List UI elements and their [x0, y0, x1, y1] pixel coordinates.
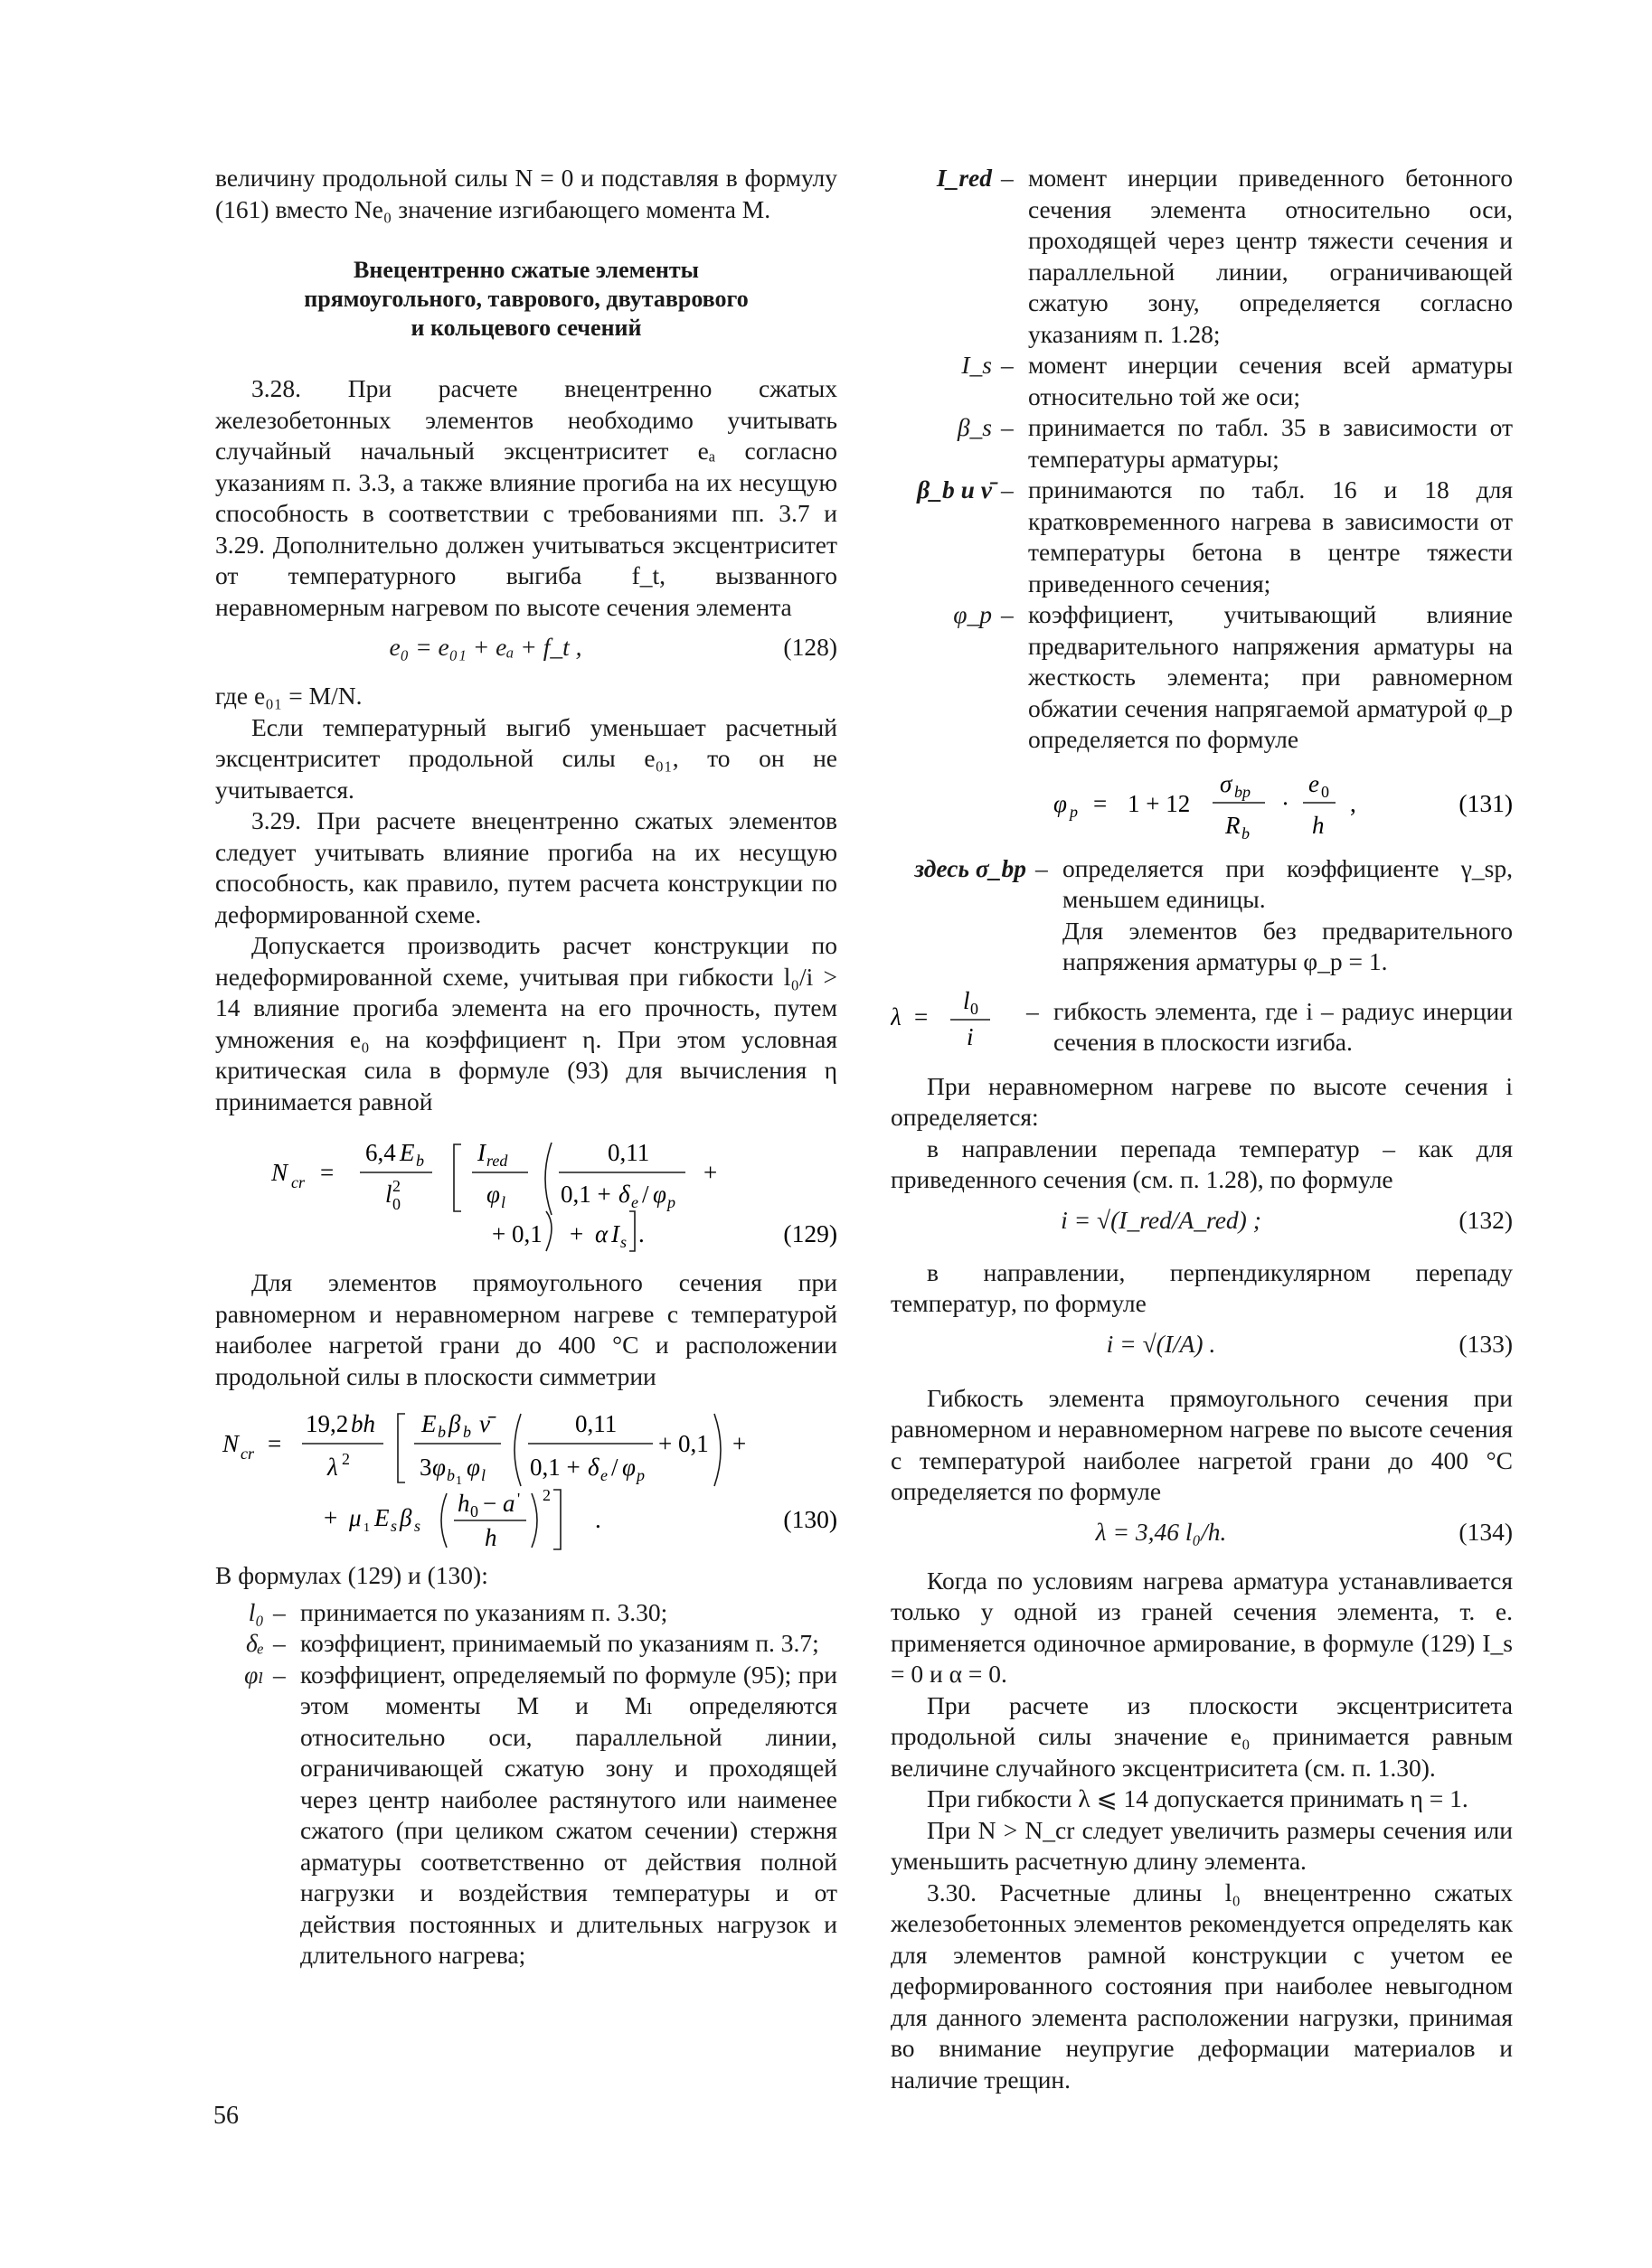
definition-dash: – — [1001, 600, 1014, 628]
equation-129 — [215, 1125, 837, 1260]
svg-text:β: β — [448, 1410, 461, 1437]
svg-text:I: I — [611, 1220, 619, 1247]
equation-132 — [891, 1205, 1513, 1248]
definition-text: момент инерции приведенного бетонного сечения элемента относительно оси, проходящей через центр тяжести сечения и параллельной линии, ограничивающей сжатую зону, определяется согласно указаниям п. 1.28; — [1028, 164, 1513, 348]
equation-132-number: (132) — [1458, 1205, 1513, 1234]
definition-text: коэффициент, принимаемый по указаниям п. 3.7; — [300, 1629, 819, 1657]
svg-text:2: 2 — [392, 1177, 401, 1195]
paragraph-3-28: 3.28. При расчете внецентренно сжатых железобетонных элементов необходимо учитывать случайный начальный эксцентриситет eₐ согласно указаниям п. 3.3, а также влияние прогиба на их несущую способность в соответствии с требованиями пп. 3.7 и 3.29. Дополнительно должен учитываться эксцентриситет от температурного выгиба f_t, вызванного неравномерным нагревом по высоте сечения элемента — [215, 374, 837, 621]
svg-text:α: α — [595, 1220, 609, 1247]
definition-symbol: l₀ — [248, 1597, 264, 1626]
svg-text:b: b — [416, 1152, 424, 1170]
svg-text:,: , — [1350, 789, 1356, 817]
svg-text:h: h — [485, 1524, 497, 1551]
svg-text:=: = — [268, 1430, 282, 1457]
svg-text:bp: bp — [1234, 782, 1251, 801]
svg-text:2: 2 — [342, 1450, 350, 1468]
svg-text:+ 0,1: + 0,1 — [658, 1430, 709, 1457]
paragraph-calc: При расчете из плоскости эксцентриситета продольной силы значение e₀ принимается равным величине случайного эксцентриситета (см. п. 1.30). — [891, 1690, 1513, 1782]
svg-text:φ: φ — [486, 1181, 500, 1208]
definition-dash: – — [273, 1597, 286, 1626]
svg-text:/: / — [611, 1454, 618, 1481]
paragraph-when: Когда по условиям нагрева арматура устанавливается только у одной из граней сечения элемента, т. е. применяется одиночное армирование, в формуле (129) I_s = 0 и α = 0. — [891, 1566, 1513, 1688]
here-text-1: определяется при коэффициенте γ_sp, меньшем единицы. — [1062, 853, 1513, 913]
svg-text:+: + — [703, 1159, 718, 1186]
svg-text:β: β — [400, 1504, 412, 1531]
svg-text:p: p — [637, 1466, 645, 1484]
page-number: 56 — [213, 2102, 239, 2130]
svg-text:0,11: 0,11 — [608, 1139, 650, 1166]
definition-item — [891, 599, 1513, 756]
paragraph-3-29: 3.29. При расчете внецентренно сжатых элементов следует учитывать влияние прогиба на их несущую способность, как правило, путем расчета конструкции по деформированной схеме. — [215, 806, 837, 928]
paragraph-direction-1: в направлении перепада температур – как для приведенного сечения (см. п. 1.28), по формуле — [891, 1134, 1513, 1193]
svg-text:b: b — [463, 1423, 471, 1441]
left-column — [215, 163, 837, 1977]
paragraph-flex14: При гибкости λ ⩽ 14 допускается принимать η = 1. — [927, 1784, 1468, 1812]
definition-symbol: β_s — [957, 413, 992, 441]
svg-text:b: b — [438, 1423, 446, 1441]
paragraph-allow: Допускается производить расчет конструкции по недеформированной схеме, учитывая при гибкости l₀/i > 14 влияние прогиба элемента на его прочность, путем умножения e₀ на коэффициент η. При этом условная критическая сила в формуле (93) для вычисления η принимается равной — [215, 931, 837, 1115]
svg-text:0,1 +: 0,1 + — [530, 1454, 581, 1481]
definition-item — [891, 412, 1513, 475]
definition-symbol: φₗ — [244, 1660, 264, 1689]
equation-132-formula: i = √(I_red/A_red) ; — [1061, 1205, 1261, 1234]
svg-text:1 + 12: 1 + 12 — [1128, 789, 1191, 817]
formulas-intro: В формулах (129) и (130): — [215, 1561, 488, 1589]
definition-text: коэффициент, учитывающий влияние предварительного напряжения арматуры на жесткость элемента; при равномерном обжатии сечения напрягаемой арматурой φ_p определяется по формуле — [1028, 600, 1513, 753]
svg-text:0: 0 — [1321, 782, 1329, 801]
definition-item — [891, 350, 1513, 412]
svg-text:0: 0 — [470, 1502, 478, 1520]
svg-text:a: a — [503, 1490, 515, 1517]
svg-text:E: E — [374, 1504, 390, 1531]
heading-line-3: и кольцевого сечений — [411, 315, 642, 341]
equation-131-number: (131) — [1458, 788, 1513, 817]
svg-text:e: e — [1308, 769, 1319, 797]
here-text-2: Для элементов без предварительного напряжения арматуры φ_p = 1. — [1062, 916, 1513, 975]
svg-text:/: / — [642, 1181, 649, 1208]
equation-130 — [215, 1399, 837, 1553]
definition-item — [215, 1597, 837, 1629]
svg-text:l: l — [481, 1466, 486, 1484]
svg-text:p: p — [1070, 802, 1078, 821]
definition-text: принимается по табл. 35 в зависимости от температуры арматуры; — [1028, 413, 1513, 473]
svg-text:e: e — [631, 1193, 638, 1211]
svg-text:φ: φ — [1053, 789, 1067, 817]
svg-text:i: i — [967, 1022, 974, 1049]
svg-text:b: b — [447, 1466, 455, 1484]
svg-text:+: + — [570, 1220, 584, 1247]
svg-text:E: E — [421, 1410, 437, 1437]
definition-symbol: δₑ — [246, 1629, 264, 1657]
paragraph-flexibility: Гибкость элемента прямоугольного сечения при равномерном и неравномерном нагреве по высоте сечения с температурой наиболее нагретой грани до 400 °C определяется по формуле — [891, 1383, 1513, 1505]
definition-symbol: φ_p — [953, 600, 992, 628]
definition-symbol: β_b и ν̄ — [917, 475, 992, 503]
definition-dash: – — [1001, 164, 1014, 192]
svg-text:0: 0 — [970, 999, 978, 1018]
svg-text:φ: φ — [622, 1454, 636, 1481]
intro-paragraph: величину продольной силы N = 0 и подставляя в формулу (161) вместо Ne₀ значение изгибающего момента M. — [215, 164, 837, 223]
definition-symbol: I_red — [936, 164, 992, 192]
svg-text:+: + — [324, 1504, 338, 1531]
svg-text:.: . — [638, 1220, 645, 1247]
svg-text:.: . — [595, 1506, 601, 1533]
svg-text:·: · — [1281, 789, 1289, 817]
equation-131 — [891, 763, 1513, 846]
equation-134-formula: λ = 3,46 l₀/h. — [1095, 1517, 1227, 1546]
equation-128-formula: e₀ = e₀₁ + eₐ + f_t , — [389, 633, 582, 661]
paragraph-3-30: 3.30. Расчетные длины l₀ внецентренно сжатых железобетонных элементов рекомендуется определять как для элементов рамной конструкции с учетом ее деформированного состояния при наиболее невыгодном для данного элемента расположении нагрузки, принимая во внимание неупругие деформации материалов и наличие трещин. — [891, 1877, 1513, 2094]
svg-text:R: R — [1225, 811, 1241, 839]
definition-dash: – — [273, 1629, 286, 1657]
definition-dash: – — [1001, 413, 1014, 441]
svg-text:s: s — [391, 1517, 398, 1535]
left-definitions — [215, 1597, 837, 1972]
svg-text:h: h — [1312, 811, 1325, 839]
equation-133-number: (133) — [1458, 1329, 1513, 1358]
svg-text:p: p — [667, 1193, 675, 1211]
svg-text:δ: δ — [618, 1181, 630, 1208]
svg-text:λ: λ — [327, 1454, 338, 1481]
lambda-text: гибкость элемента, где i – радиус инерции сечения в плоскости изгиба. — [1053, 996, 1513, 1056]
svg-text:δ: δ — [588, 1454, 599, 1481]
here-text — [1062, 853, 1513, 978]
svg-text:E: E — [400, 1139, 415, 1166]
svg-text:b: b — [1241, 823, 1250, 842]
definition-item — [215, 1628, 837, 1660]
equation-130-number: (130) — [783, 1505, 837, 1533]
svg-text:e: e — [600, 1466, 608, 1484]
svg-text:σ: σ — [1220, 769, 1232, 797]
paragraph-ncr: При N > N_cr следует увеличить размеры сечения или уменьшить расчетную длину элемента. — [891, 1815, 1513, 1875]
svg-text:6,4: 6,4 — [365, 1139, 396, 1166]
svg-text:s: s — [620, 1233, 628, 1251]
paragraph-direction-2: в направлении, перпендикулярном перепаду температур, по формуле — [891, 1257, 1513, 1317]
svg-text:19,2: 19,2 — [306, 1410, 349, 1437]
where-128: где e₀₁ = M/N. — [215, 682, 363, 710]
svg-text:φ: φ — [432, 1454, 446, 1481]
svg-text:1: 1 — [363, 1521, 370, 1535]
equation-128 — [215, 632, 837, 672]
equation-133-formula: i = √(I/A) . — [1106, 1329, 1216, 1358]
svg-text:cr: cr — [291, 1173, 305, 1191]
svg-text:h: h — [458, 1490, 470, 1517]
definition-dash: – — [1035, 853, 1048, 882]
svg-text:': ' — [517, 1490, 521, 1508]
svg-text:0: 0 — [392, 1195, 401, 1213]
definition-dash: – — [273, 1660, 286, 1689]
heading-line-2: прямоугольного, таврового, двутаврового — [304, 286, 749, 312]
svg-text:φ: φ — [467, 1454, 480, 1481]
definition-text: принимаются по табл. 16 и 18 для кратковременного нагрева в зависимости от температуры бетона в центре тяжести приведенного сечения; — [1028, 475, 1513, 598]
definition-item — [891, 163, 1513, 350]
svg-text:0,1 +: 0,1 + — [561, 1181, 611, 1208]
definition-dash: – — [1001, 351, 1014, 379]
svg-text:s: s — [414, 1517, 421, 1535]
right-column — [891, 163, 1513, 2095]
paragraph-rect: Для элементов прямоугольного сечения при равномерном и неравномерном нагреве с температурой наиболее нагретой грани до 400 °C и расположении продольной силы в плоскости симметрии — [215, 1268, 837, 1390]
definition-text: принимается по указаниям п. 3.30; — [300, 1597, 668, 1626]
svg-text:φ: φ — [653, 1181, 666, 1208]
definition-text: момент инерции сечения всей арматуры относительно той же оси; — [1028, 351, 1513, 410]
svg-text:ν̄: ν̄ — [479, 1410, 490, 1437]
equation-129-number: (129) — [783, 1219, 837, 1247]
lambda-definition — [891, 985, 1513, 1059]
svg-text:I: I — [477, 1139, 486, 1166]
svg-text:+ 0,1: + 0,1 — [492, 1220, 543, 1247]
paragraph-uneven: При неравномерном нагреве по высоте сечения i определяется: — [891, 1071, 1513, 1131]
svg-text:cr: cr — [241, 1445, 254, 1463]
definition-item — [891, 475, 1513, 599]
svg-text:μ: μ — [349, 1504, 362, 1531]
equation-128-number: (128) — [783, 633, 837, 661]
section-heading — [215, 256, 837, 343]
heading-line-1: Внецентренно сжатые элементы — [354, 257, 699, 283]
svg-text:bh: bh — [351, 1410, 375, 1437]
svg-text:−: − — [483, 1490, 497, 1517]
equation-133 — [891, 1329, 1513, 1372]
svg-text:1: 1 — [456, 1474, 462, 1488]
svg-text:=: = — [1093, 789, 1108, 817]
right-definitions — [891, 163, 1513, 756]
svg-text:λ: λ — [891, 1002, 902, 1030]
here-definition — [891, 853, 1513, 978]
svg-text:+: + — [732, 1430, 747, 1457]
svg-text:N: N — [271, 1159, 288, 1186]
svg-text:=: = — [914, 1002, 929, 1030]
svg-text:=: = — [320, 1159, 335, 1186]
equation-134 — [891, 1517, 1513, 1557]
svg-text:l: l — [963, 986, 970, 1014]
svg-text:l: l — [385, 1181, 392, 1208]
paragraph-if: Если температурный выгиб уменьшает расчетный эксцентриситет продольной силы e₀₁, то он не учитывается. — [215, 712, 837, 804]
definition-dash: – — [1001, 475, 1014, 503]
definition-dash: – — [1026, 996, 1039, 1025]
svg-text:2: 2 — [543, 1486, 551, 1504]
definition-text: коэффициент, определяемый по формуле (95); при этом моменты M и Mₗ определяются относительно оси, параллельной линии, ограничивающей сжатую зону и проходящей через центр наиболее растянутого или наименее сжатого (при целиком сжатом сечении) стержня арматуры соответственно от действия полной нагрузки и воздействия температуры и от действия постоянных и длительных нагрузок и длительного нагрева; — [300, 1660, 837, 1969]
here-symbol: здесь σ_bp — [914, 853, 1026, 882]
definition-item — [215, 1660, 837, 1972]
svg-text:red: red — [486, 1152, 508, 1170]
svg-text:l: l — [501, 1193, 506, 1211]
svg-text:3: 3 — [420, 1454, 432, 1481]
svg-text:N: N — [222, 1430, 240, 1457]
equation-134-number: (134) — [1458, 1517, 1513, 1546]
lambda-formula — [891, 985, 1026, 1049]
definition-symbol: I_s — [961, 351, 992, 379]
svg-text:0,11: 0,11 — [575, 1410, 618, 1437]
